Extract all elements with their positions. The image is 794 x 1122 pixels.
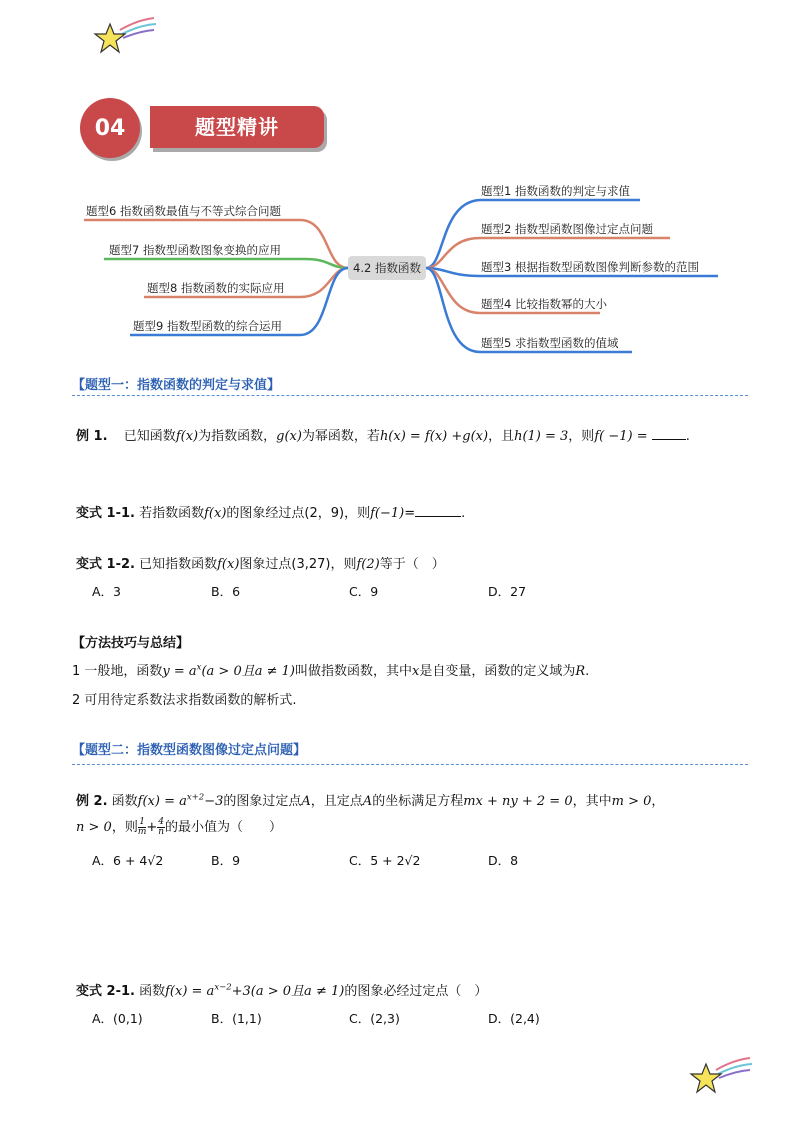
fraction-4-over-n: $\frac{4}{n}$ xyxy=(158,817,165,837)
mindmap-node-type6: 题型6 指数函数最值与不等式综合问题 xyxy=(86,204,281,218)
method-title: 【方法技巧与总结】 xyxy=(72,636,190,651)
variant-1-2: 变式 1-2. 已知指数函数f(x)图象过点(3,27)，则f(2)等于（ ） xyxy=(76,557,445,572)
variant-1-2-option-b: B．6 xyxy=(211,584,241,599)
variant-2-1-option-d: D．(2,4) xyxy=(488,1011,540,1026)
mindmap-node-type1: 题型1 指数函数的判定与求值 xyxy=(481,184,630,198)
section-number: 04 xyxy=(94,116,126,141)
example-2-label: 例 2. xyxy=(76,794,108,809)
example-2-option-a: A．6 + 4√2 xyxy=(92,853,164,868)
example-2-option-c: C．5 + 2√2 xyxy=(349,853,421,868)
section2-title: 【题型二：指数型函数图像过定点问题】 xyxy=(72,743,307,758)
variant-2-1-option-b: B．(1,1) xyxy=(211,1011,262,1026)
example-2-option-b: B．9 xyxy=(211,853,241,868)
mindmap-node-type3: 题型3 根据指数型函数图像判断参数的范围 xyxy=(481,260,699,274)
section1-title: 【题型一：指数函数的判定与求值】 xyxy=(72,378,281,393)
method-line-1: 1 一般地，函数$y = a^x(a > 0$且a ≠ 1)叫做指数函数，其中x是自变量，函数的定义域为R. xyxy=(72,662,590,679)
mindmap-node-type8: 题型8 指数函数的实际应用 xyxy=(147,281,285,295)
variant-2-1-option-c: C．(2,3) xyxy=(349,1011,400,1026)
fraction-1-over-m: $\frac{1}{m}$ xyxy=(137,817,147,837)
example-2-line-2: n > 0，则 $\frac{1}{m}$ + $\frac{4}{n}$ 的最小值为（ ） xyxy=(76,817,283,837)
variant-2-1-label: 变式 2-1. xyxy=(76,984,135,999)
answer-blank xyxy=(415,516,461,517)
example-2: 例 2. 函数$f(x) = a^{x+2}-3$的图象过定点A，且定点A的坐标满足方程mx + ny + 2 = 0，其中m > 0， xyxy=(76,792,665,809)
example-1-label: 例 1. xyxy=(76,429,108,444)
mindmap-connectors xyxy=(0,0,794,380)
variant-2-1: 变式 2-1. 函数$f(x) = a^{x-2}+3(a > 0$且a ≠ 1)的图象必经过定点（ ） xyxy=(76,982,488,999)
variant-1-2-option-d: D．27 xyxy=(488,584,527,599)
section1-divider xyxy=(72,395,748,396)
section-title: 题型精讲 xyxy=(195,115,279,139)
mindmap-node-type9: 题型9 指数型函数的综合运用 xyxy=(133,319,282,333)
method-line-2: 2 可用待定系数法求指数函数的解析式. xyxy=(72,693,297,708)
variant-1-2-option-c: C．9 xyxy=(349,584,379,599)
variant-1-1-label: 变式 1-1. xyxy=(76,506,135,521)
example-2-option-d: D．8 xyxy=(488,853,519,868)
star-decoration-bottom xyxy=(688,1056,754,1100)
answer-blank xyxy=(652,439,686,440)
mindmap-node-type7: 题型7 指数型函数图象变换的应用 xyxy=(109,243,281,257)
section2-divider xyxy=(72,764,748,765)
variant-1-2-label: 变式 1-2. xyxy=(76,557,135,572)
mindmap-center: 4.2 指数函数 xyxy=(348,256,426,280)
example-1: 例 1. 已知函数f(x)为指数函数，g(x)为幂函数，若h(x) = f(x) +g(x)，且h(1) = 3，则f( −1) = . xyxy=(76,429,690,444)
variant-1-1: 变式 1-1. 若指数函数f(x)的图象经过点(2，9)，则f(−1)= . xyxy=(76,506,466,521)
mindmap-node-type2: 题型2 指数型函数图像过定点问题 xyxy=(481,222,653,236)
mindmap-node-type4: 题型4 比较指数幂的大小 xyxy=(481,297,607,311)
mindmap-node-type5: 题型5 求指数型函数的值域 xyxy=(481,336,619,350)
variant-1-2-option-a: A．3 xyxy=(92,584,122,599)
variant-2-1-option-a: A．(0,1) xyxy=(92,1011,143,1026)
